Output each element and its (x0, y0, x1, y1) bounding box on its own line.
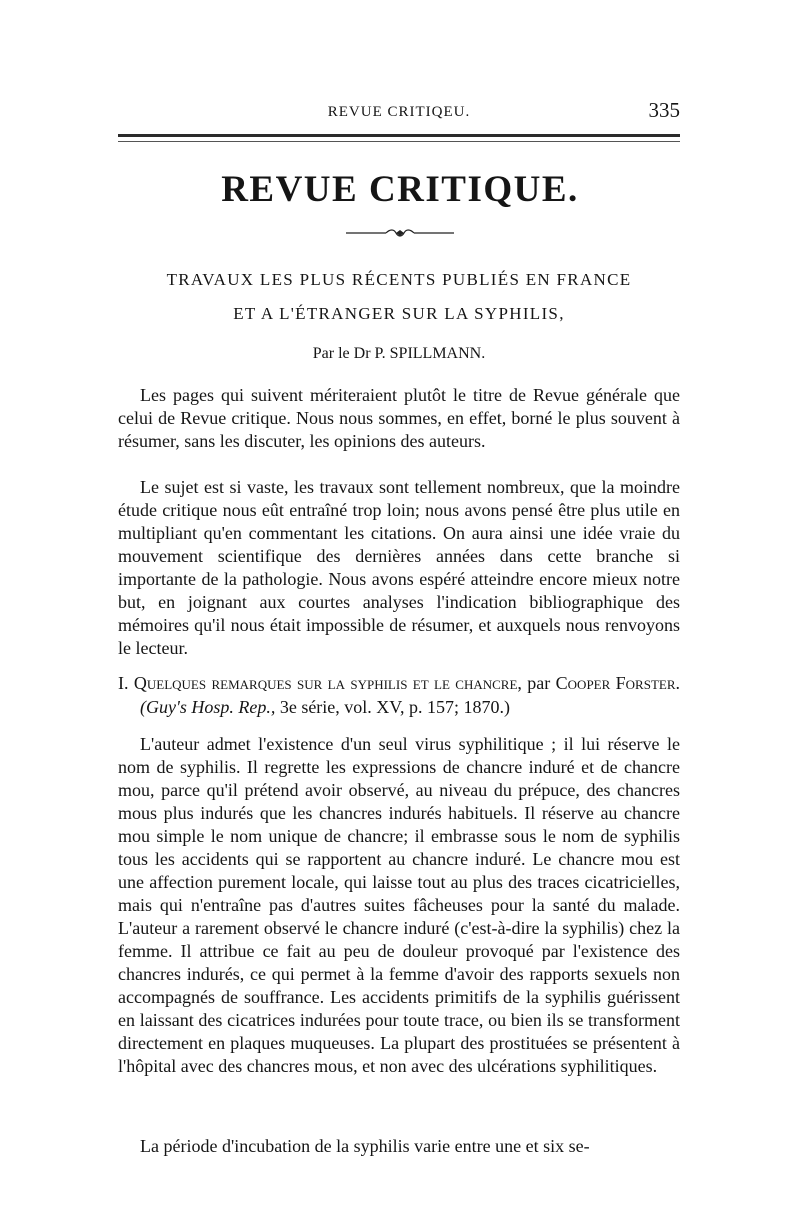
header-rule-thick (118, 134, 680, 137)
reference-title: Quelques remarques sur la syphilis et le chancre, (133, 673, 522, 693)
running-header (118, 98, 680, 128)
reference-details: 3e série, vol. XV, p. 157; 1870.) (279, 697, 510, 717)
page-number: 335 (648, 98, 680, 122)
ornament-divider (346, 228, 454, 238)
subtitle-line-1: TRAVAUX LES PLUS RÉCENTS PUBLIÉS EN FRANCE (166, 270, 632, 289)
body-paragraph: L'auteur admet l'existence d'un seul virus syphilitique ; il lui réserve le nom de syphilis. Il regrette les expressions de chancre induré et de chancre mou, parce qu'il prétend avoir observé, au niveau du prépuce, des chancres mous plus indurés que les chancres indurés habituels. Il réserve au chancre mou simple le nom unique de chancre; il embrasse sous le nom de syphilis tous les accidents qui se rapportent au chancre induré. Le chancre mou est une affection purement locale, qui laisse tout au plus des traces cicatricielles, mais qui n'entraîne pas d'autres suites fâcheuses pour la santé du malade. L'auteur a rarement observé le chancre induré (c'est-à-dire la syphilis) chez la femme. Il attribue ce fait au peu de douleur provoqué par l'existence des chancres indurés, ce qui permet à la femme d'avoir des rapports sexuels non accompagnés de souffrance. Les accidents primitifs de la syphilis guérissent en laissant des cicatrices indurées pour toute trace, ou bien ils se transforment directement en plaques muqueuses. La plupart des prostituées se présentent à l'hôpital avec des chancres mous, et non avec des ulcérations syphilitiques. (118, 734, 680, 1076)
section-title: REVUE CRITIQUE. (221, 169, 579, 210)
reference-numeral: I. (118, 673, 129, 693)
header-rule-thin (118, 141, 680, 142)
bibliographic-reference (118, 671, 680, 719)
body-paragraph: La période d'incubation de la syphilis varie entre une et six se- (140, 1136, 590, 1156)
reference-by: par (527, 673, 551, 693)
intro-paragraph: Les pages qui suivent mériteraient plutôt le titre de Revue générale que celui de Revue critique. Nous nous sommes, en effet, borné le plus souvent à résumer, sans les discuter, les opinions des auteurs. (118, 385, 680, 451)
running-title: REVUE CRITIQEU. (327, 104, 471, 120)
author-byline: Par le Dr P. SPILLMANN. (312, 345, 486, 362)
intro-paragraph: Le sujet est si vaste, les travaux sont tellement nombreux, que la moindre étude critique nous eût entraîné trop loin; nous avons pensé être plus utile en multipliant qu'en commentant les citations. On aura ainsi une idée vraie du mouvement scientifique des dernières années dans cette branche si importante de la pathologie. Nous avons espéré atteindre encore mieux notre but, en joignant aux courtes analyses l'indication bibliographique des mémoires qu'il nous était impossible de résumer, et auxquels nous renvoyons le lecteur. (118, 477, 680, 658)
reference-author: Cooper Forster. (555, 673, 681, 693)
subtitle-line-2: ET A L'ÉTRANGER SUR LA SYPHILIS, (233, 304, 565, 323)
reference-journal: (Guy's Hosp. Rep., (140, 697, 276, 717)
